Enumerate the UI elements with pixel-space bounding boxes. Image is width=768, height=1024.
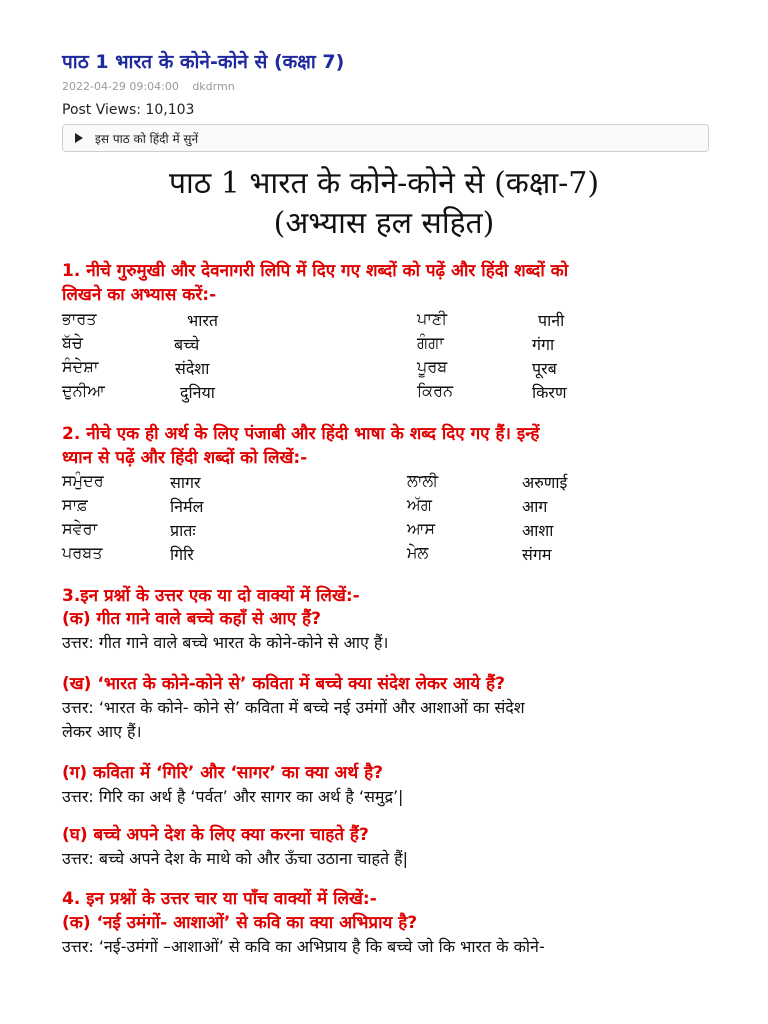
hindi-word: बच्चे (174, 335, 200, 354)
hindi-word: सागर (170, 473, 201, 492)
post-title[interactable]: पाठ 1 भारत के कोने-कोने से (कक्षा 7) (62, 51, 345, 73)
question-ka: (क) गीत गाने वाले बच्चे कहाँ से आए हैं? (62, 609, 321, 629)
question-gha: (घ) बच्चे अपने देश के लिए क्या करना चाहते हैं? (62, 825, 369, 845)
hindi-word: भारत (187, 311, 219, 330)
listen-audio-button[interactable] (62, 124, 709, 152)
punjabi-word: ਲਾਲੀ (407, 471, 439, 490)
gurmukhi-word: ਗੰਗਾ (417, 333, 444, 352)
punjabi-word: ਸਮੁੰਦਰ (62, 471, 104, 490)
word-table-row (62, 471, 712, 495)
post-date: 2022-04-29 09:04:00 (62, 80, 179, 93)
section4-heading: 4. इन प्रश्नों के उत्तर चार या पाँच वाक्यों में लिखें:- (62, 889, 377, 909)
word-table-row (62, 519, 712, 543)
hindi-word: पूरब (532, 359, 557, 378)
hindi-word: आशा (522, 521, 554, 540)
punjabi-word: ਅੱਗ (407, 495, 432, 514)
word-table-row (62, 495, 712, 519)
hindi-word: संदेशा (175, 359, 210, 378)
hindi-word: प्रातः (170, 521, 196, 540)
hindi-word: पानी (538, 311, 565, 330)
answer-ga: उत्तर: गिरि का अर्थ है ‘पर्वत’ और सागर का अर्थ है ‘समुद्र’| (62, 787, 404, 806)
word-table-row (62, 309, 712, 333)
word-table-row (62, 333, 712, 357)
word-table-row (62, 357, 712, 381)
lesson-heading: पाठ 1 भारत के कोने-कोने से (कक्षा-7) (168, 166, 600, 201)
play-icon (75, 133, 83, 143)
hindi-word: निर्मल (170, 497, 204, 516)
gurmukhi-word: ਪੂਰਬ (417, 357, 448, 376)
gurmukhi-word: ਦੁਨੀਆ (62, 381, 105, 400)
section3-heading: 3.इन प्रश्नों के उत्तर एक या दो वाक्यों में लिखें:- (62, 586, 360, 606)
punjabi-word: ਸਾਫ਼ (62, 495, 88, 514)
question-kha: (ख) ‘भारत के कोने-कोने से’ कविता में बच्चे क्या संदेश लेकर आये हैं? (62, 674, 505, 694)
punjabi-word: ਪਰਬਤ (62, 543, 103, 562)
listen-audio-label: इस पाठ को हिंदी में सुनें (95, 131, 199, 146)
answer-kha-line1: उत्तर: ‘भारत के कोने- कोने से’ कविता में बच्चे नई उमंगों और आशाओं का संदेश (62, 698, 525, 717)
section1-question-line1: 1. नीचे गुरुमुखी और देवनागरी लिपि में दिए गए शब्दों को पढ़ें और हिंदी शब्दों को (62, 261, 569, 281)
post-meta (62, 80, 245, 93)
answer-kha-line2: लेकर आए हैं। (62, 722, 142, 741)
word-table-row (62, 543, 712, 567)
section2-question-line2: ध्यान से पढ़ें और हिंदी शब्दों को लिखें:- (62, 448, 308, 468)
gurmukhi-word: ਪਾਣੀ (417, 309, 448, 328)
section1-question-line2: लिखने का अभ्यास करें:- (62, 285, 217, 305)
hindi-word: संगम (522, 545, 552, 564)
hindi-word: गंगा (532, 335, 555, 354)
gurmukhi-word: ਸੰਦੇਸ਼ਾ (62, 357, 99, 376)
hindi-word: गिरि (170, 545, 194, 564)
hindi-word: किरण (532, 383, 567, 402)
punjabi-word: ਆਸ (407, 519, 436, 538)
hindi-word: अरुणाई (522, 473, 568, 492)
question-ga: (ग) कविता में ‘गिरि’ और ‘सागर’ का क्या अर्थ है? (62, 763, 384, 783)
hindi-word: आग (522, 497, 548, 516)
answer-gha: उत्तर: बच्चे अपने देश के माथे को और ऊँचा उठाना चाहते हैं| (62, 849, 409, 868)
hindi-word: दुनिया (180, 383, 215, 402)
answer-ka: उत्तर: गीत गाने वाले बच्चे भारत के कोने-कोने से आए हैं। (62, 633, 389, 652)
question-4-ka: (क) ‘नई उमंगों- आशाओं’ से कवि का क्या अभिप्राय है? (62, 913, 418, 933)
gurmukhi-word: ਭਾਰਤ (62, 309, 97, 328)
word-table-row (62, 381, 712, 405)
gurmukhi-word: ਬੱਚੇ (62, 333, 83, 352)
lesson-subheading: (अभ्यास हल सहित) (273, 206, 495, 241)
punjabi-word: ਸਵੇਰਾ (62, 519, 98, 538)
punjabi-word: ਮੇਲ (407, 543, 429, 562)
post-views: Post Views: 10,103 (62, 102, 195, 118)
gurmukhi-word: ਕਿਰਨ (417, 381, 453, 400)
answer-4-ka-line1: उत्तर: ‘नई-उमंगों –आशाओं’ से कवि का अभिप्राय है कि बच्चे जो कि भारत के कोने- (62, 937, 545, 956)
post-author[interactable]: dkdrmn (192, 80, 235, 93)
section2-question-line1: 2. नीचे एक ही अर्थ के लिए पंजाबी और हिंदी भाषा के शब्द दिए गए हैं। इन्हें (62, 424, 540, 444)
